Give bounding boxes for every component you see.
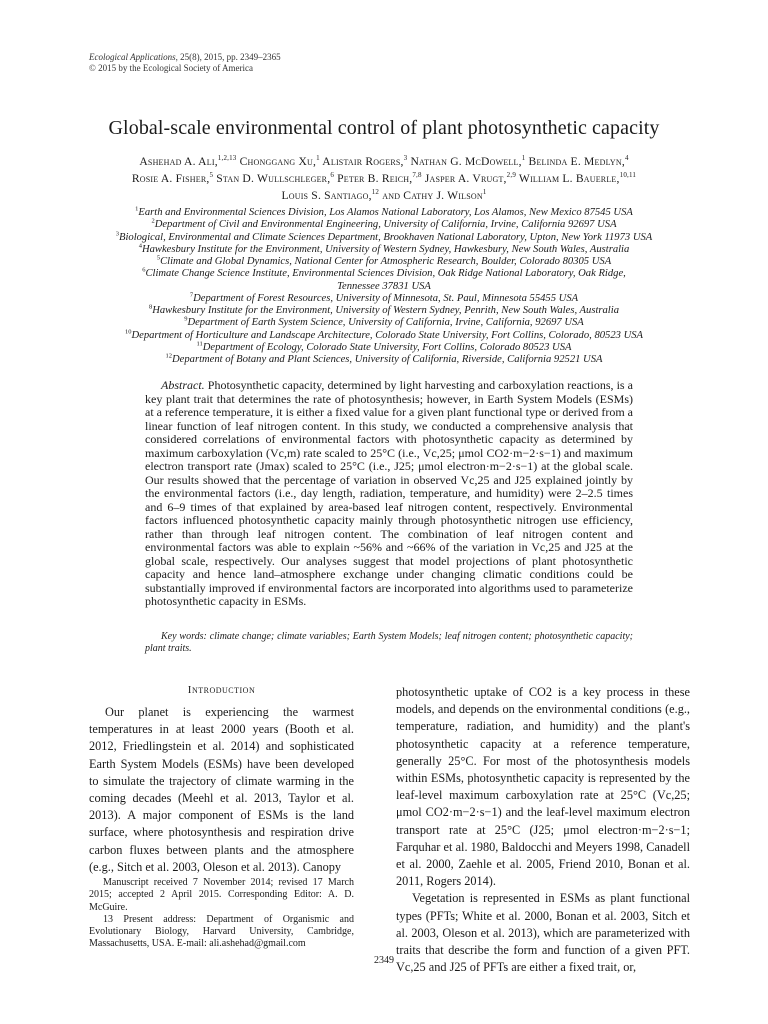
affiliation: $^9$Department of Earth System Science, University of California, Irvine, California, 92697 USA: [184, 315, 584, 329]
affiliation: $^4$Hawkesbury Institute for the Environment, University of Western Sydney, Hawkesbury, New South Wales, Australia: [138, 242, 630, 255]
body-paragraph: Vegetation is represented in ESMs as plant functional types (PFTs; White et al. 2000, Bonan et al. 2003, Sitch et al. 2003, Oleson et al. 2013), which are parameterized with traits that describe the form and function of a given PFT. Vc,25 and J25 of PFTs are either a fixed trait, or,: [396, 891, 690, 975]
author: Chonggang Xu,$^1$: [239, 154, 320, 168]
section-heading: Introduction: [187, 684, 256, 696]
affiliation: $^5$Climate and Global Dynamics, National Center for Atmospheric Research, Boulder, Colorado 80305 USA: [156, 254, 612, 267]
affiliation-list: [60, 207, 708, 366]
author: Stan D. Wullschleger,$^6$: [216, 171, 335, 185]
affiliation: $^8$Hawkesbury Institute for the Environment, University of Western Sydney, Penrith, New South Wales, Australia: [148, 303, 619, 316]
author: Rosie A. Fisher,$^5$: [131, 171, 214, 185]
author: Peter B. Reich,$^{7,8}$: [337, 171, 422, 185]
left-column: [89, 684, 354, 876]
author: Nathan G. McDowell,$^1$: [410, 154, 526, 168]
affiliation: $^1$Earth and Environmental Sciences Division, Los Alamos National Laboratory, Los Alamos, New Mexico 87545 USA: [135, 205, 633, 218]
footnotes: [89, 877, 354, 951]
author: Jasper A. Vrugt,$^{2,9}$: [424, 171, 517, 185]
affiliation: $^3$Biological, Environmental and Climate Sciences Department, Brookhaven National Laboratory, Upton, New York 11973 USA: [115, 229, 653, 243]
keywords-text: climate change; climate variables; Earth System Models; leaf nitrogen content; photosynthetic capacity; plant traits.: [145, 631, 633, 654]
affiliation: $^{12}$Department of Botany and Plant Sciences, University of California, Riverside, California 92521 USA: [165, 352, 603, 365]
copyright-line: © 2015 by the Ecological Society of America: [89, 63, 254, 73]
journal-header: [89, 52, 281, 74]
keywords: [145, 631, 633, 655]
affiliation: $^6$Climate Change Science Institute, Environmental Sciences Division, Oak Ridge National Laboratory, Oak Ridge, Tennessee 37831 USA: [142, 266, 626, 292]
abstract-text: Photosynthetic capacity, determined by light harvesting and carboxylation reactions, is a key plant trait that determines the rate of photosynthesis; however, in Earth System Models (ESMs) at a reference temperature, it is either a fixed value for a given plant functional type or derived from a linear function of leaf nitrogen content. In this study, we conducted a comprehensive analysis that considered correlations of environmental factors with photosynthetic capacity as determined by maximum carboxylation (Vc,m) rate scaled to 25°C (i.e., Vc,25; μmol CO2·m−2·s−1) and maximum electron transport rate (Jmax) scaled to 25°C (i.e., J25; μmol electron·m−2·s−1) at the global scale. Our results showed that the percentage of variation in observed Vc,25 and J25 explained jointly by the environmental factors (i.e., day length, radiation, temperature, and humidity) were 2–2.5 times and 6–9 times of that explained by area-based leaf nitrogen content, respectively. Environmental factors influenced photosynthetic capacity mainly through photosynthetic nitrogen use efficiency, rather than through leaf nitrogen content. The combination of leaf nitrogen content and environmental factors was able to explain ~56% and ~66% of the variation in Vc,25 and J25 at the global scale, respectively. Our analyses suggest that model projections of plant photosynthetic capacity and hence land–atmosphere exchange under changing climatic conditions could be substantially improved if environmental factors are incorporated into algorithms used to parameterize photosynthetic capacity in ESMs.: [145, 378, 634, 608]
affiliation: $^7$Department of Forest Resources, University of Minnesota, St. Paul, Minnesota 55455 USA: [189, 291, 579, 304]
affiliation: $^2$Department of Civil and Environmental Engineering, University of California, Irvine, California 92697 USA: [151, 217, 617, 231]
right-column: [396, 684, 690, 976]
author: Belinda E. Medlyn,$^4$: [528, 154, 629, 168]
author: Louis S. Santiago,$^{12}$: [281, 188, 380, 202]
body-paragraph: Our planet is experiencing the warmest temperatures in at least 2000 years (Booth et al. 2012, Friedlingstein et al. 2014) and sophisticated Earth System Models (ESMs) have been developed to simulate the trajectory of climate warming in the coming decades (Meehl et al. 2013, Taylor et al. 2013). A major component of ESMs is the land surface, where photosynthesis and respiration drive carbon fluxes between plants and the atmosphere (e.g., Sitch et al. 2003, Oleson et al. 2013). Canopy: [89, 705, 354, 874]
author: Ashehad A. Ali,$^{1,2,13}$: [139, 154, 237, 168]
affiliation: $^{10}$Department of Horticulture and Landscape Architecture, Colorado State University, Fort Collins, Colorado, 80523 USA: [124, 327, 643, 341]
author: William L. Bauerle,$^{10,11}$: [518, 171, 637, 185]
body-paragraph: photosynthetic uptake of CO2 is a key process in these models, and depends on the environmental conditions (e.g., temperature, radiation, and humidity) and the plant's photosynthetic capacity at a reference temperature, generally 25°C. For most of the photosynthesis models within ESMs, photosynthetic capacity is represented by the leaf-level maximum carboxylation rate at 25°C (Vc,25; μmol CO2·m−2·s−1) and the leaf-level maximum electron transport rate at 25°C (J25; μmol electron·m−2·s−1; Farquhar et al. 1980, Baldocchi and Meyers 1998, Canadell et al. 2000, Zaehle et al. 2005, Friend 2010, Bonan et al. 2011, Rogers 2014).: [396, 685, 690, 889]
journal-citation: , 25(8), 2015, pp. 2349–2365: [175, 52, 281, 62]
abstract-label: Abstract.: [161, 378, 205, 392]
article-title: Global-scale environmental control of plant photosynthetic capacity: [108, 117, 660, 139]
journal-name: Ecological Applications: [89, 52, 176, 62]
page-number: 2349: [374, 955, 394, 966]
present-address-note: 13 Present address: Department of Organismic and Evolutionary Biology, Harvard University, Cambridge, Massachusetts, USA. E-mail: ali.ashehad@gmail.com: [89, 913, 354, 950]
affiliation: $^{11}$Department of Ecology, Colorado State University, Fort Collins, Colorado 80523 USA: [196, 340, 572, 353]
abstract: [145, 379, 633, 609]
keywords-label: Key words:: [161, 631, 207, 642]
author-list: [70, 153, 698, 204]
manuscript-note: Manuscript received 7 November 2014; revised 17 March 2015; accepted 2 April 2015. Corresponding Editor: A. D. McGuire.: [89, 877, 354, 913]
author: and Cathy J. Wilson$^1$: [382, 188, 487, 202]
author: Alistair Rogers,$^3$: [322, 154, 408, 168]
